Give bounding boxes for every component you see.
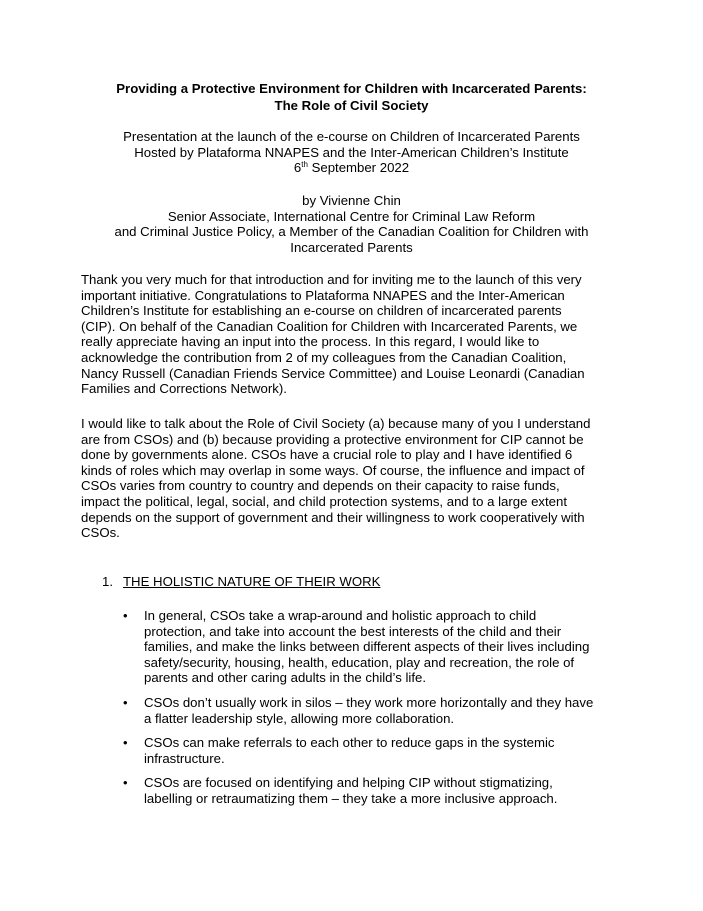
bullet-line: CSOs don’t usually work in silos – they work more horizontally and they have [144,695,594,710]
author-role-line: Incarcerated Parents [290,239,413,255]
paragraph-line: Nancy Russell (Canadian Friends Service Committee) and Louise Leonardi (Canadian [81,365,585,381]
bullet-line: safety/security, housing, health, education, play and recreation, the role of [144,654,575,670]
bullet-icon: • [123,735,128,750]
author-role-line: and Criminal Justice Policy, a Member of the Canadian Coalition for Children with [114,224,589,240]
bullet-line: parents and other caring adults in the child’s life. [144,670,426,686]
paragraph-line: impact the political, legal, social, and child protection systems, and to a large extent [81,493,567,509]
date-rest: September 2022 [307,160,410,176]
paragraph-line: CSOs. [81,525,120,541]
title-line: The Role of Civil Society [274,98,429,113]
paragraph-line: important initiative. Congratulations to Plataforma NNAPES and the Inter-American [81,287,565,303]
section-heading [102,574,380,590]
bullet-line: a flatter leadership style, allowing more collaboration. [144,710,455,726]
paragraph-line: acknowledge the contribution from 2 of my colleagues from the Canadian Coalition, [81,349,567,365]
paragraph-line: (CIP). On behalf of the Canadian Coalition for Children with Incarcerated Parents, we [81,318,578,334]
bullet-icon: • [123,775,128,790]
paragraph-line: really appreciate having an input into the process. In this regard, I would like to [81,334,540,350]
bullet-line: families, and make the links between different aspects of their lives including [144,639,590,655]
document-title [60,80,643,114]
presentation-line: Presentation at the launch of the e-course on Children of Incarcerated Parents [123,129,580,144]
bullet-line: CSOs can make referrals to each other to reduce gaps in the systemic [144,735,555,750]
bullet-line: protection, and take into account the best interests of the child and their [144,623,562,639]
presentation-line: Hosted by Plataforma NNAPES and the Inter-American Children’s Institute [134,144,569,160]
author-byline: by Vivienne Chin [302,193,401,208]
author-role-line: Senior Associate, International Centre for Criminal Law Reform [167,208,536,224]
section-number: 1. [102,574,113,589]
date-suffix: th [301,160,308,170]
paragraph-line: Families and Corrections Network). [81,381,287,397]
paragraph-line: kinds of roles which may overlap in some ways. Of course, the influence and impact of [81,462,585,478]
date-day: 6 [293,160,302,176]
bullet-icon: • [123,695,128,710]
paragraph-line: Thank you very much for that introduction and for inviting me to the launch of this very [81,272,582,287]
bullet-line: labelling or retraumatizing them – they take a more inclusive approach. [144,790,558,806]
intro-paragraph [81,272,641,397]
bullet-line: CSOs are focused on identifying and helping CIP without stigmatizing, [144,775,553,790]
paragraph-line: done by governments alone. CSOs have a crucial role to play and I have identified 6 [81,447,573,463]
author-info [60,193,643,255]
title-line: Providing a Protective Environment for Children with Incarcerated Parents: [116,81,587,96]
presentation-date [60,160,643,176]
bullet-line: infrastructure. [144,750,225,766]
bullet-icon: • [123,608,128,623]
paragraph-line: depends on the support of government and their willingness to work cooperatively with [81,509,585,525]
presentation-info [60,129,643,176]
paragraph-line: are from CSOs) and (b) because providing a protective environment for CIP cannot be [81,431,584,447]
bullet-line: In general, CSOs take a wrap-around and holistic approach to child [144,608,537,623]
section-heading-text: THE HOLISTIC NATURE OF THEIR WORK [123,574,381,589]
roles-paragraph [81,416,641,541]
paragraph-line: I would like to talk about the Role of Civil Society (a) because many of you I understand [81,416,591,431]
paragraph-line: Children’s Institute for establishing an e-course on children of incarcerated parents [81,303,562,319]
paragraph-line: CSOs varies from country to country and depends on their capacity to raise funds, [81,478,560,494]
